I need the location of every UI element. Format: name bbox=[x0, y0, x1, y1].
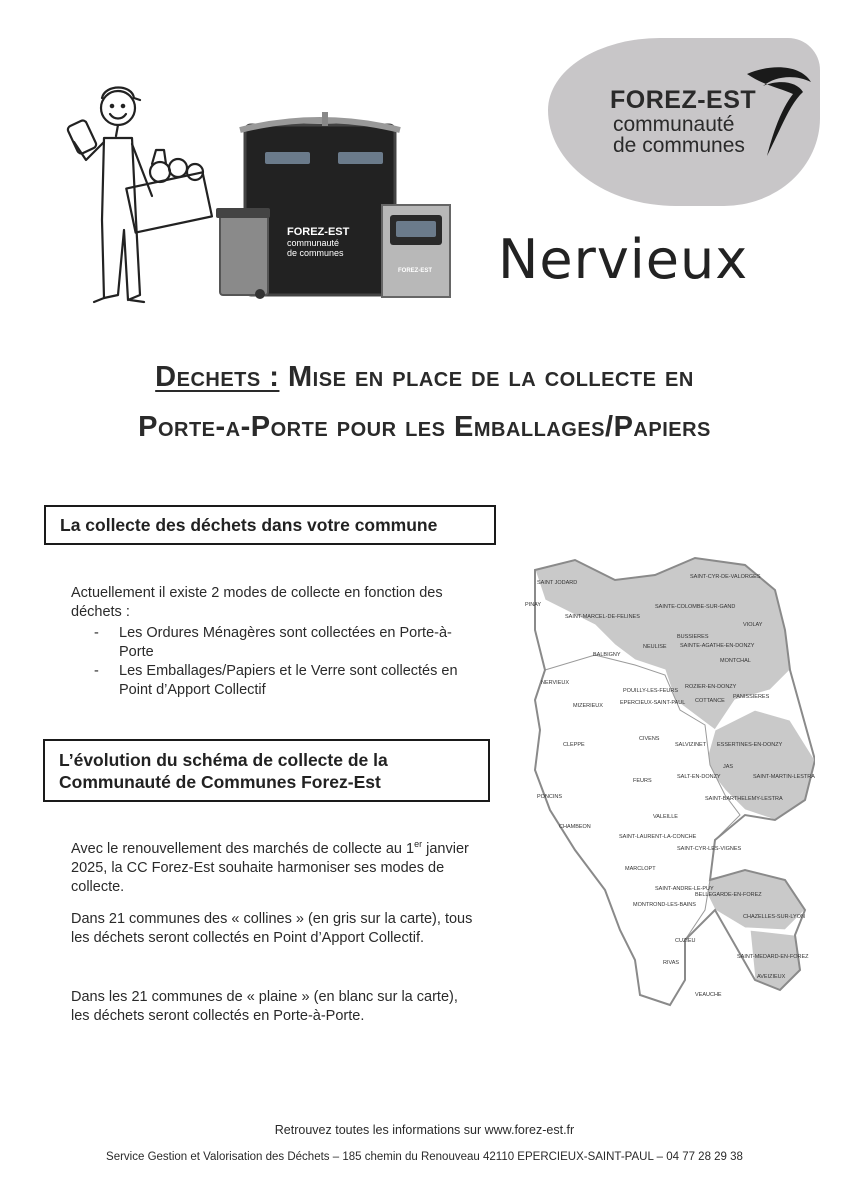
map-label: POUILLY-LES-FEURS bbox=[623, 688, 679, 694]
map-label: MIZERIEUX bbox=[573, 703, 603, 709]
waste-containers-icon bbox=[216, 112, 450, 299]
bin-logo-brand: FOREZ-EST bbox=[287, 226, 350, 238]
map-label: SAINT-MEDARD-EN-FOREZ bbox=[737, 954, 809, 960]
person-carrying-recycling-box-icon bbox=[67, 88, 212, 303]
map-label: SALVIZINET bbox=[675, 742, 707, 748]
map-label: JAS bbox=[723, 764, 734, 770]
section2-paragraph-2: Dans 21 communes des « collines » (en gris sur la carte), tous les déchets seront collectés en Point d’Apport Collectif. bbox=[71, 911, 473, 946]
communes-map bbox=[515, 550, 815, 1010]
section2-paragraph-1 bbox=[71, 835, 476, 897]
map-label: AVEIZIEUX bbox=[757, 974, 786, 980]
logo bbox=[610, 86, 756, 156]
logo-line1: communauté bbox=[613, 113, 735, 136]
bin-logo-line1: communauté bbox=[287, 238, 340, 248]
list-item: - Les Emballages/Papiers et le Verre sont collectés en Point d’Apport Collectif bbox=[94, 662, 474, 700]
map-label: MONTCHAL bbox=[720, 658, 751, 664]
map-label: ROZIER-EN-DONZY bbox=[685, 684, 737, 690]
bin-small-logo: FOREZ-EST bbox=[398, 268, 432, 274]
section1-list bbox=[94, 624, 474, 700]
map-label: SAINTE-AGATHE-EN-DONZY bbox=[680, 643, 755, 649]
map-label: SAINT-MARTIN-LESTRA bbox=[753, 774, 815, 780]
map-label: PANISSIERES bbox=[733, 694, 770, 700]
map-label: BUSSIERES bbox=[677, 634, 709, 640]
section2-paragraph-3: Dans les 21 communes de « plaine » (en blanc sur la carte), les déchets seront collectés en Porte-à-Porte. bbox=[71, 989, 458, 1024]
map-label: CUZIEU bbox=[675, 938, 696, 944]
bin-logo-line2: de communes bbox=[287, 248, 344, 258]
map-label: CHAMBEON bbox=[559, 824, 591, 830]
map-label: COTTANCE bbox=[695, 698, 725, 704]
map-label: VEAUCHE bbox=[695, 992, 722, 998]
section1-intro: Actuellement il existe 2 modes de collecte en fonction des déchets : bbox=[71, 585, 443, 620]
heading-prefix: Dechets : bbox=[155, 361, 280, 393]
heading-line-2: Porte-a-Porte pour les Emballages/Papiers bbox=[138, 411, 711, 443]
map-label: SAINT-BARTHELEMY-LESTRA bbox=[705, 796, 783, 802]
p1-before: Avec le renouvellement des marchés de collecte au 1 bbox=[71, 840, 415, 857]
footer-website: Retrouvez toutes les informations sur www.forez-est.fr bbox=[274, 1123, 575, 1137]
map-label: CHAZELLES-SUR-LYON bbox=[743, 914, 805, 920]
footer-address: Service Gestion et Valorisation des Déchets – 185 chemin du Renouveau 42110 EPERCIEUX-SAINT-PAUL – 04 77 28 29 38 bbox=[106, 1151, 743, 1163]
map-label: NERVIEUX bbox=[541, 680, 570, 686]
map-label: PONCINS bbox=[537, 794, 563, 800]
map-label: BELLEGARDE-EN-FOREZ bbox=[695, 892, 762, 898]
illustration bbox=[60, 80, 460, 320]
map-label: VALEILLE bbox=[653, 814, 678, 820]
section2-title: L’évolution du schéma de collecte de la Communauté de Communes Forez-Est bbox=[43, 739, 490, 802]
map-label: SAINTE-COLOMBE-SUR-GAND bbox=[655, 604, 736, 610]
p1-after: janvier 2025, la CC Forez-Est souhaite harmoniser ses modes de collecte. bbox=[71, 840, 469, 895]
map-label: SALT-EN-DONZY bbox=[677, 774, 721, 780]
map-label: SAINT-ANDRE-LE-PUY bbox=[655, 886, 714, 892]
commune-title: Nervieux bbox=[498, 228, 749, 291]
map-label: SAINT-LAURENT-LA-CONCHE bbox=[619, 834, 697, 840]
list-item: - Les Ordures Ménagères sont collectées en Porte-à-Porte bbox=[94, 624, 474, 662]
logo-brand: FOREZ-EST bbox=[610, 86, 757, 114]
map-label: SAINT-CYR-LES-VIGNES bbox=[677, 846, 742, 852]
heading-line-1 bbox=[0, 352, 849, 402]
logo-line2: de communes bbox=[613, 134, 745, 157]
swoosh-bird-icon bbox=[745, 64, 815, 164]
main-heading bbox=[0, 352, 849, 452]
map-label: ESSERTINES-EN-DONZY bbox=[717, 742, 783, 748]
map-label: EPERCIEUX-SAINT-PAUL bbox=[620, 700, 686, 706]
map-label: NEULISE bbox=[643, 644, 667, 650]
map-label: RIVAS bbox=[663, 960, 680, 966]
map-label: MARCLOPT bbox=[625, 866, 656, 872]
map-label: PINAY bbox=[525, 602, 542, 608]
map-label: BALBIGNY bbox=[593, 652, 621, 658]
map-label: CLEPPE bbox=[563, 742, 585, 748]
p1-sup: er bbox=[414, 839, 423, 849]
section1-title: La collecte des déchets dans votre commune bbox=[44, 505, 496, 545]
map-label: CIVENS bbox=[639, 736, 660, 742]
map-label: SAINT JODARD bbox=[537, 580, 578, 586]
heading-line1-rest: Mise en place de la collecte en bbox=[288, 361, 694, 393]
map-label: SAINT-CYR-DE-VALORGES bbox=[690, 574, 761, 580]
map-label: VIOLAY bbox=[743, 622, 763, 628]
map-label: MONTROND-LES-BAINS bbox=[633, 902, 696, 908]
map-label: SAINT-MARCEL-DE-FELINES bbox=[565, 614, 640, 620]
map-label: FEURS bbox=[633, 778, 652, 784]
